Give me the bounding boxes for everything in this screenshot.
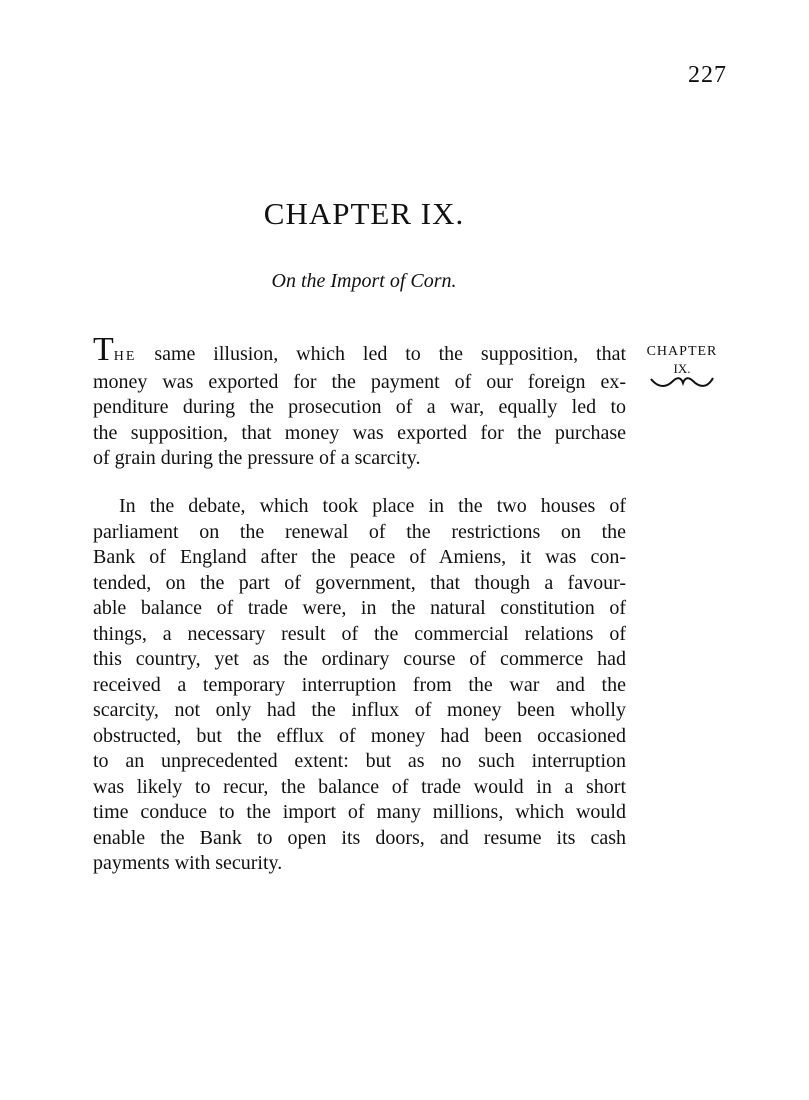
page-number: 227 — [688, 62, 727, 88]
paragraph-line: was likely to recur, the balance of trade would in a short — [93, 775, 626, 798]
small-caps-word: HE — [113, 349, 137, 364]
paragraph-2 — [93, 494, 626, 877]
paragraph-line: scarcity, not only had the influx of money been wholly — [93, 699, 626, 721]
paragraph-line: to an unprecedented extent: but as no such interruption — [93, 750, 626, 772]
paragraph-line: enable the Bank to open its doors, and resume its cash — [93, 826, 626, 849]
paragraph-line: this country, yet as the ordinary course of commerce had — [93, 648, 626, 670]
paragraph-line: of grain during the pressure of a scarcity. — [93, 447, 421, 469]
margin-note-number: IX. — [673, 361, 691, 376]
chapter-subtitle: On the Import of Corn. — [271, 270, 457, 292]
paragraph-line: received a temporary interruption from the war and the — [93, 673, 626, 696]
margin-note — [634, 344, 730, 389]
paragraph-line: In the debate, which took place in the two houses of — [119, 495, 626, 517]
paragraph-line: the supposition, that money was exported for the purchase — [93, 421, 626, 444]
paragraph-line: payments with security. — [93, 852, 283, 874]
paragraph-line — [93, 331, 627, 370]
paragraph-line: time conduce to the import of many millions, which would — [93, 801, 626, 823]
paragraph-line: parliament on the renewal of the restrictions on the — [93, 520, 626, 543]
paragraph-1 — [93, 331, 627, 472]
chapter-title: CHAPTER IX. — [263, 196, 465, 231]
margin-note-label: CHAPTER — [646, 344, 718, 359]
paragraph-line: money was exported for the payment of our foreign ex- — [93, 370, 626, 393]
paragraph-line: things, a necessary result of the commercial relations of — [93, 622, 626, 645]
paragraph-line: penditure during the prosecution of a war, equally led to — [93, 396, 626, 418]
paragraph-line: Bank of England after the peace of Amiens, it was con- — [93, 546, 626, 568]
drop-cap: T — [93, 331, 114, 368]
line-text: same illusion, which led to the supposition, that — [154, 343, 627, 365]
paragraph-line: tended, on the part of government, that though a favour- — [93, 571, 626, 594]
ornament-flourish-icon — [649, 375, 715, 389]
paragraph-line: able balance of trade were, in the natural constitution of — [93, 597, 626, 619]
paragraph-line: obstructed, but the efflux of money had been occasioned — [93, 724, 626, 747]
